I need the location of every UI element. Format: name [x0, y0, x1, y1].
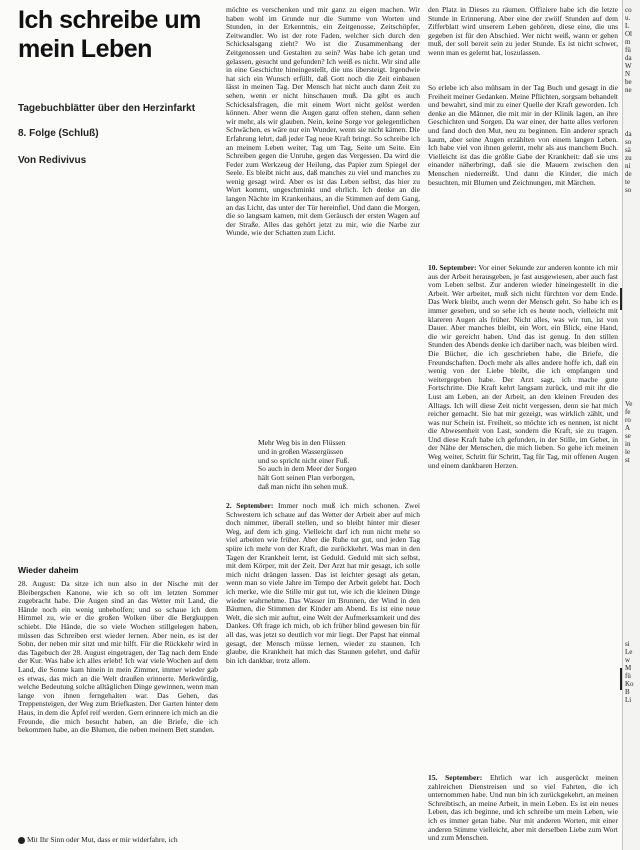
entry-date: 15. September: [428, 774, 483, 782]
adjacent-page-strip [622, 0, 640, 850]
strip-fragment: da so sä zu ni de te so [625, 130, 632, 194]
entry-text: Immer noch muß ich mich schonen. Zwei Schwestern ich schaue auf das Wetter der Arbeit aber auf mich doch nimmer, überall stellen, und so bleibt hinter mir dieser Weg, auf dem ich ging. Vielleicht darf ich nun nicht mehr so viel arbeiten wie früher. Aber die Ruhe tut gut, und jeden Tag spüre ich mehr von der Kraft, die zurückkehrt. Was man in den Tagen der Krankheit lernt, ist Geduld. Geduld mit sich selbst, mit dem Körper, mit der Zeit. Der Arzt hat mir gesagt, ich solle mich nicht drängen lassen. Das ist leichter gesagt als getan, wenn man so viele Jahre im Tempo der Arbeit gelebt hat. Doch ich merke, wie die Stille mir gut tut, wie ich die kleinen Dinge wieder wahrnehme. Das Wasser im Brunnen, der Wind in den Bäumen, die Stimmen der Kinder am Abend. Es ist eine neue Welt, die sich mir auftut, eine Welt der Aufmerksamkeit und des Dankes. Oft frage ich mich, ob ich früher blind gewesen bin für all das, was jetzt so deutlich vor mir liegt. Der Papst hat einmal gesagt, der Mensch müsse lernen, wieder zu staunen. Ich glaube, die Krankheit hat mich das Staunen gelehrt, und dafür bin ich dankbar, trotz allem. [226, 502, 420, 665]
poem-verse: Mehr Weg bis in den Flüssen und in großen Wassergüssen und so spricht nicht einer Fuß. So auch in dem Meer der Sorgen hält Gott seinen Plan verborgen, daß man nicht ihn sehen muß. [258, 438, 357, 491]
entry-date: 2. September: [226, 502, 274, 510]
footnote-marker-icon [18, 837, 25, 844]
installment-label: 8. Folge (Schluß) [18, 128, 99, 139]
column-3-paragraph-3 [428, 264, 618, 716]
column-1-footnote [18, 836, 218, 846]
author-byline: Von Redivivus [18, 155, 87, 166]
strip-fragment: si Le w M fü Ko B Li [625, 640, 634, 704]
footnote-text: Mit Ihr Sinn oder Mut, dass er mir widerfahre, ich [27, 836, 178, 844]
column-3-body-top: den Platz in Dieses zu räumen. Offiziere habe ich die letzte Stunde in Erinnerung. Aber eine der zwölf Stunden auf dem Zifferblatt wird unserem Leben gehören, diese eine, die uns gegeben ist für den Abschied. Wer nicht weiß, wann er gehen muß, der soll bereit sein zu jeder Stunde. Es ist nicht schwer, wenn man es gelernt hat, loszulassen. [428, 6, 618, 57]
entry-text: Vor einer Sekunde zur anderen konnte ich mir aus der Arbeit herausgeben, je fast ausgewiesen, aber auch fast vom Leben selbst. Zur anderen wieder hineingestellt in die Arbeit. Wer arbeitet, muß sich nicht fürchten vor dem Ende. Das Werk bleibt, auch wenn der Mensch geht. So habe ich es immer gesehen, und so sehe ich es heute noch, vielleicht mit klareren Augen als früher. Nicht alles, was wir tun, ist von Dauer. Aber manches bleibt, ein Wort, ein Blick, eine Hand, die wir gereicht haben. Und das ist genug. In den stillen Stunden des Abends denke ich darüber nach, was bleiben wird. Die Bücher, die ich geschrieben habe, die Briefe, die Freundschaften. Doch mehr als alles andere hoffe ich, daß ein wenig von der Liebe bleibt, die ich empfangen und weitergegeben habe. Der Arzt sagt, ich mache gute Fortschritte. Die Kraft kehrt langsam zurück, und mit ihr die Lust am Leben, an der Arbeit, an den kleinen Freuden des Alltags. Ich will diese Zeit nicht vergessen, denn sie hat mich reicher gemacht. Sie hat mir gezeigt, was wirklich zählt, und was nur Schein ist. Freiheit, so möchte ich es nennen, ist nicht die Abwesenheit von Last, sondern die Kraft, sie zu tragen. Und diese Kraft habe ich gefunden, in der Stille, im Gebet, in der Nähe der Menschen, die mich lieben. So gehe ich meinen Weg weiter, Schritt für Schritt, Tag für Tag, mit offenen Augen und einem dankbaren Herzen. [428, 264, 618, 470]
strip-fragment: Ve fe ro A se in le st [625, 400, 633, 464]
entry-date: 10. September: [428, 264, 477, 272]
column-1-body: 28. August: Da sitze ich nun also in der Nische mit der Bleibergschen Kanone, wie ich so oft im letzten Sommer zugebracht habe. Die Augen sind an das Wetter mit Land, die Hände noch ein wenig unbeholfen; und so schaue ich dem Himmel zu, wie er die großen Wolken über die Bergkuppen schiebt. Die Hände, die so viele Wochen stillgelegen haben, müssen das Schreiben erst wieder lernen. Aber nein, es ist der Sohn, der neben mir sitzt und mir hilft. Für die Rückkehr wird in das Tagebuch der 28. August eingetragen, der Tag nach dem Ende der Kur. Was habe ich alles erlebt! Ich war viele Wochen auf dem Land, die Sonne kam hinein in mein Zimmer, immer wieder gab es etwas, das mich an die Welt draußen erinnerte. Merkwürdig, welche Bedeutung solche alltäglichen Dinge gewinnen, wenn man lange von ihnen ferngehalten war. Das Gehen, das Treppensteigen, der Weg zum Briefkasten. Der Garten hinter dem Haus, in dem die Äpfel reif werden. Gern erinnere ich mich an die Freunde, die mich besucht haben, an die Briefe, die ich bekommen habe, an die Blumen, die neben meinem Bett standen. [18, 580, 218, 735]
article-title: Ich schreibe um mein Leben [18, 6, 201, 63]
article-subtitle: Tagebuchblätter über den Herzinfarkt [18, 103, 196, 114]
strip-fragment: co u. L Ol m fü da W N be ne [625, 6, 632, 94]
column-2-body-top: möchte es verschenken und mir ganz zu eigen machen. Wir haben wohl im Grunde nur die Summe von Worten und Stunden, in der Erkenntnis, ein Zeitgenosse, Zeitschöpfer, Zeitwandler. Wo ist der rote Faden, welcher sich durch den Schicksalsgang zieht? Wo ist die Zusammenhang der Zeitgenossen und Gestalten zu sein? Was habe ich getan und gelassen, gesucht und gefunden? Ich weiß es nicht. Wir sind alle in eine Geschichte hineingestellt, die uns übersteigt. Irgendwie hat sich ein Wunsch erfüllt, daß Gott noch die Zeit einbauen lässt in meinen Tag. Der Mensch hat nicht auch dann Zeit zu sehen, wenn er nicht hinschauen muß. Da gibt es auch Schicksalsfragen, die mit einem Wort nicht gelöst werden können. Aber wenn die Augen ganz offen stehen, dann sehen wir mehr, als wir glauben. Nein, keine Sorge vor gelegentlichen Schwächen, es wäre nur ein Wunder, wenn sie nicht kämen. Die Erfahrung lehrt, daß jeder Tag neue Kraft bringt. So schreibe ich an meinem Leben weiter, Tag um Tag, Seite um Seite. Ein Schreiben gegen die Unruhe, gegen das Vergessen. Da wird die Feder zum Werkzeug der Heilung, das Papier zum Spiegel der Seele. Es bleibt nicht aus, daß manches zu viel und manches zu wenig gesagt wird. Aber es ist das Leben selbst, das hier zu Wort kommt, ungeschminkt und ehrlich. Ich denke an die langen Nächte im Krankenhaus, an die Stimmen auf dem Gang, an das Licht, das unter der Tür hereinfiel. Und dann die Morgen, die so langsam kamen, mit dem Geräusch der ersten Wagen auf der Straße. Alles das gehört jetzt zu mir, wie die Narbe zur Wunde, wie der Schatten zum Licht. [226, 6, 420, 238]
column-2-body-bottom [226, 502, 420, 846]
section-heading-wieder-daheim: Wieder daheim [18, 565, 79, 575]
entry-text: Ehrlich war ich ausgerückt meinen zahlreichen Dienstreisen und so viel Fahrten, die ich unternommen habe. Und nun bin ich zurückgekehrt, an meinen Schreibtisch, an meine Arbeit, in mein Leben. Es ist ein neues Leben, das ich beginne, und ich schreibe um mein Leben, wie ich es immer getan habe. Nur mit anderen Worten, mit einer anderen Stimme vielleicht, aber mit derselben Liebe zum Wort und zum Menschen. [428, 774, 618, 843]
column-3-paragraph-2: So erlebe ich also mühsam in der Tag Buch und gesagt in die Freiheit meiner Gedanken. Meine Pflichten, sorgsam behandelt und bewahrt, sind mir zu einer Quelle der Kraft geworden. Ich denke an die Männer, die mit mir in der Klinik lagen, an ihre Geschichten und Sorgen. Da war einer, der hatte alles verloren und fand doch den Mut, neu zu beginnen. Ein anderer sprach kaum, aber seine Augen erzählten von einem langen Leben. Ich habe viel von ihnen gelernt, mehr als aus manchem Buch. Vielleicht ist das die größte Gabe der Krankheit: daß sie uns einander näherbringt, daß sie die Mauern zwischen den Menschen niederreißt. Und dann die Kinder, die mich besuchten, mit Blumen und Zeichnungen, mit Märchen. [428, 84, 618, 187]
column-3-paragraph-4 [428, 774, 618, 846]
